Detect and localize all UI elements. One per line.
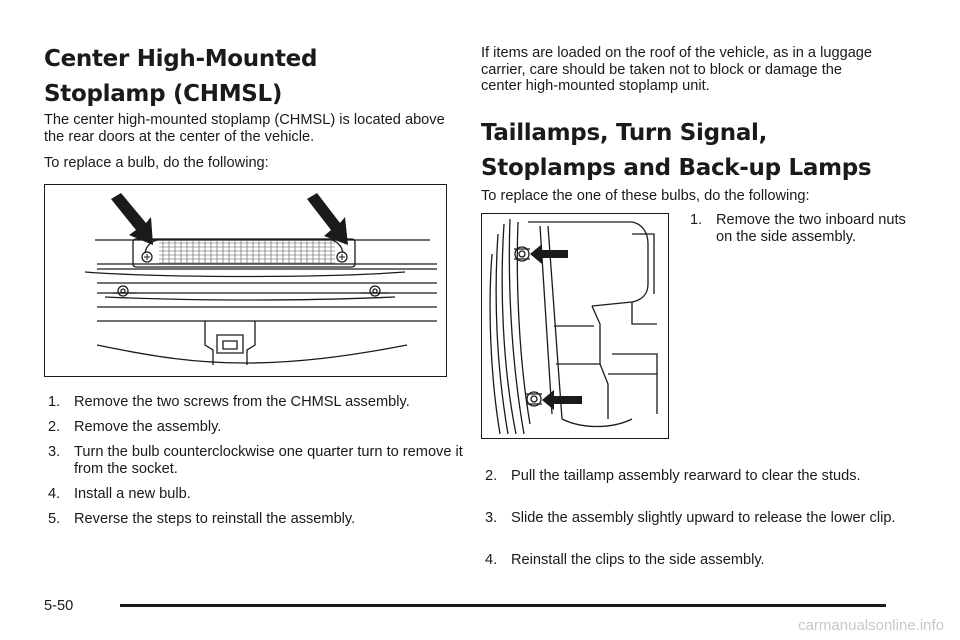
taillamp-illustration bbox=[481, 213, 669, 439]
chmsl-step-1: 1. Remove the two screws from the CHMSL assembly. bbox=[48, 394, 410, 410]
taillamps-step-2: 2. Pull the taillamp assembly rearward to clear the studs. bbox=[485, 468, 861, 484]
chmsl-step-2: 2. Remove the assembly. bbox=[48, 419, 222, 435]
chmsl-step-4: 4. Install a new bulb. bbox=[48, 486, 191, 502]
chmsl-step-5: 5. Reverse the steps to reinstall the assembly. bbox=[48, 511, 356, 527]
chmsl-lead: To replace a bulb, do the following: bbox=[44, 155, 269, 171]
taillamps-step-3: 3. Slide the assembly slightly upward to release the lower clip. bbox=[485, 510, 896, 526]
footer-rule bbox=[120, 604, 886, 607]
chmsl-illustration bbox=[44, 184, 447, 377]
chmsl-step-3: 3. Turn the bulb counterclockwise one quarter turn to remove it from the socket. bbox=[48, 444, 463, 477]
page-number: 5-50 bbox=[44, 598, 74, 614]
taillamps-step-4: 4. Reinstall the clips to the side assembly. bbox=[485, 552, 765, 568]
taillamps-lead: To replace the one of these bulbs, do the following: bbox=[481, 188, 810, 204]
taillamps-step-1: 1. Remove the two inboard nuts on the side assembly. bbox=[690, 212, 906, 245]
chmsl-intro: The center high-mounted stoplamp (CHMSL) is located above the rear doors at the center of the vehicle. bbox=[44, 112, 445, 145]
roof-note: If items are loaded on the roof of the vehicle, as in a luggage carrier, care should be taken not to block or damage the center high-mounted stoplamp unit. bbox=[481, 45, 873, 94]
chmsl-heading: Center High-Mounted Stoplamp (CHMSL) bbox=[44, 46, 318, 107]
watermark: carmanualsonline.info bbox=[798, 617, 944, 634]
taillamps-heading: Taillamps, Turn Signal, Stoplamps and Back-up Lamps bbox=[481, 120, 872, 181]
